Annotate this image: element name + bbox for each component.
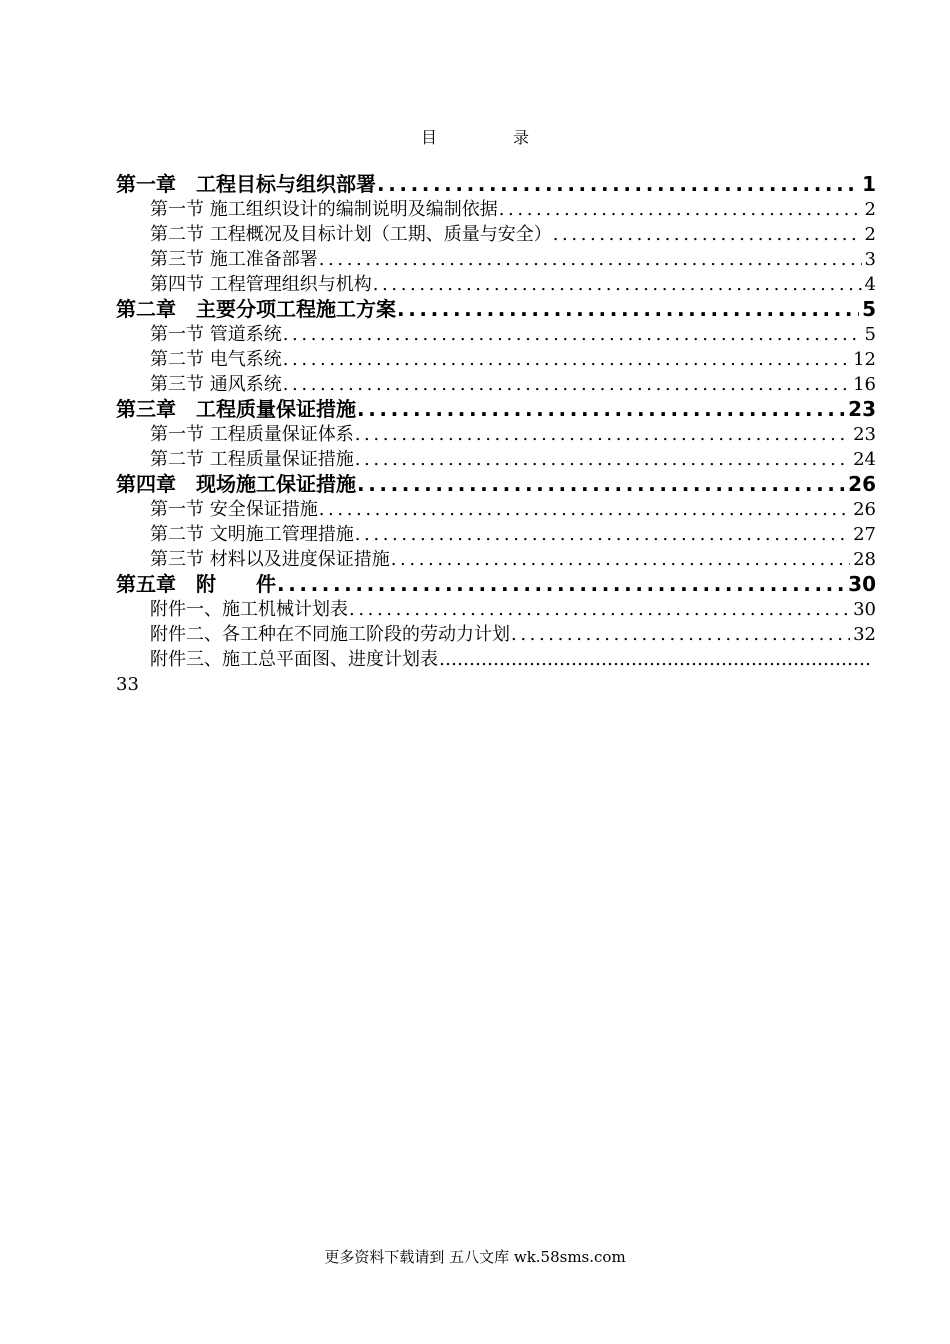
toc-chapter-entry[interactable] (116, 472, 876, 497)
toc-entry-label: 第三节 施工准备部署 (150, 249, 318, 270)
toc-section-entry[interactable] (116, 222, 876, 247)
toc-dot-leader (553, 222, 862, 247)
toc-entry-page-number: 26 (853, 499, 876, 520)
toc-dot-leader (439, 647, 873, 672)
toc-entry-page-number: 33 (116, 674, 139, 695)
toc-chapter-entry[interactable] (116, 297, 876, 322)
page-title: 目 录 (420, 128, 559, 147)
toc-chapter-entry[interactable] (116, 572, 876, 597)
toc-section-entry[interactable] (116, 372, 876, 397)
toc-dot-leader (377, 172, 859, 197)
toc-section-entry[interactable] (116, 497, 876, 522)
toc-section-entry[interactable] (116, 197, 876, 222)
toc-entry-page-number: 30 (853, 599, 876, 620)
toc-section-entry[interactable] (116, 522, 876, 547)
toc-dot-leader (355, 422, 850, 447)
toc-entry-label: 附件一、施工机械计划表 (150, 599, 348, 620)
toc-section-entry[interactable] (116, 447, 876, 472)
toc-chapter-entry[interactable] (116, 397, 876, 422)
toc-entry-label: 附件二、各工种在不同施工阶段的劳动力计划 (150, 624, 510, 645)
toc-entry-label: 第一节 施工组织设计的编制说明及编制依据 (150, 199, 498, 220)
toc-entry-label: 附件三、施工总平面图、进度计划表 (150, 649, 438, 670)
toc-section-entry[interactable] (116, 347, 876, 372)
toc-entry-page-number: 16 (853, 374, 876, 395)
toc-chapter-entry[interactable] (116, 172, 876, 197)
toc-entry-page-number: 2 (864, 224, 876, 245)
toc-entry-label: 第二节 文明施工管理措施 (150, 524, 354, 545)
toc-dot-leader (277, 572, 845, 597)
toc-dot-leader (357, 472, 845, 497)
toc-dot-leader (397, 297, 859, 322)
toc-entry-label: 第一节 管道系统 (150, 324, 282, 345)
toc-dot-leader (319, 247, 862, 272)
toc-entry-label: 第二章 主要分项工程施工方案 (116, 297, 396, 321)
toc-entry-page-number: 26 (848, 472, 876, 496)
toc-entry-page-number: 4 (864, 274, 876, 295)
toc-section-entry[interactable] (116, 422, 876, 447)
toc-entry-page-number: 30 (848, 572, 876, 596)
toc-entry-page-number: 23 (853, 424, 876, 445)
toc-entry-page-number: 32 (853, 624, 876, 645)
toc-dot-leader (355, 447, 850, 472)
toc-section-entry[interactable] (116, 547, 876, 572)
toc-entry-page-number: 1 (862, 172, 876, 196)
toc-dot-leader (349, 597, 850, 622)
toc-dot-leader (499, 197, 862, 222)
toc-dot-leader (391, 547, 850, 572)
toc-section-entry[interactable] (116, 272, 876, 297)
toc-entry-label: 第一节 工程质量保证体系 (150, 424, 354, 445)
toc-dot-leader (355, 522, 850, 547)
toc-entry-page-number: 24 (853, 449, 876, 470)
toc-entry-label: 第五章 附 件 (116, 572, 276, 596)
toc-entry-page-number: 23 (848, 397, 876, 421)
table-of-contents (116, 172, 876, 697)
toc-dot-leader (357, 397, 845, 422)
toc-dot-leader (319, 497, 850, 522)
toc-dot-leader (283, 372, 850, 397)
toc-entry-page-number: 12 (853, 349, 876, 370)
toc-entry-label: 第四章 现场施工保证措施 (116, 472, 356, 496)
toc-entry-appendix-3[interactable] (116, 647, 876, 672)
toc-entry-page-number: 5 (864, 324, 876, 345)
toc-entry-page-number: 2 (864, 199, 876, 220)
toc-entry-label: 第二节 电气系统 (150, 349, 282, 370)
toc-dot-leader (511, 622, 850, 647)
toc-entry-label: 第三章 工程质量保证措施 (116, 397, 356, 421)
toc-entry-label: 第四节 工程管理组织与机构 (150, 274, 372, 295)
toc-dot-leader (283, 322, 862, 347)
toc-dot-leader (373, 272, 862, 297)
toc-entry-label: 第三节 通风系统 (150, 374, 282, 395)
toc-entry-label: 第一节 安全保证措施 (150, 499, 318, 520)
toc-entry-label: 第二节 工程质量保证措施 (150, 449, 354, 470)
toc-section-entry[interactable] (116, 322, 876, 347)
toc-section-entry[interactable] (116, 247, 876, 272)
toc-entry-label: 第二节 工程概况及目标计划（工期、质量与安全） (150, 224, 552, 245)
footer-note: 更多资料下载请到 五八文库 wk.58sms.com (324, 1248, 626, 1266)
toc-section-entry[interactable] (116, 597, 876, 622)
toc-section-entry[interactable] (116, 622, 876, 647)
toc-entry-page-number: 28 (853, 549, 876, 570)
toc-entry-page-number: 27 (853, 524, 876, 545)
toc-entry-page-number: 5 (862, 297, 876, 321)
toc-dot-leader (283, 347, 850, 372)
toc-entry-label: 第三节 材料以及进度保证措施 (150, 549, 390, 570)
toc-entry-label: 第一章 工程目标与组织部署 (116, 172, 376, 196)
toc-entry-page-number: 3 (864, 249, 876, 270)
